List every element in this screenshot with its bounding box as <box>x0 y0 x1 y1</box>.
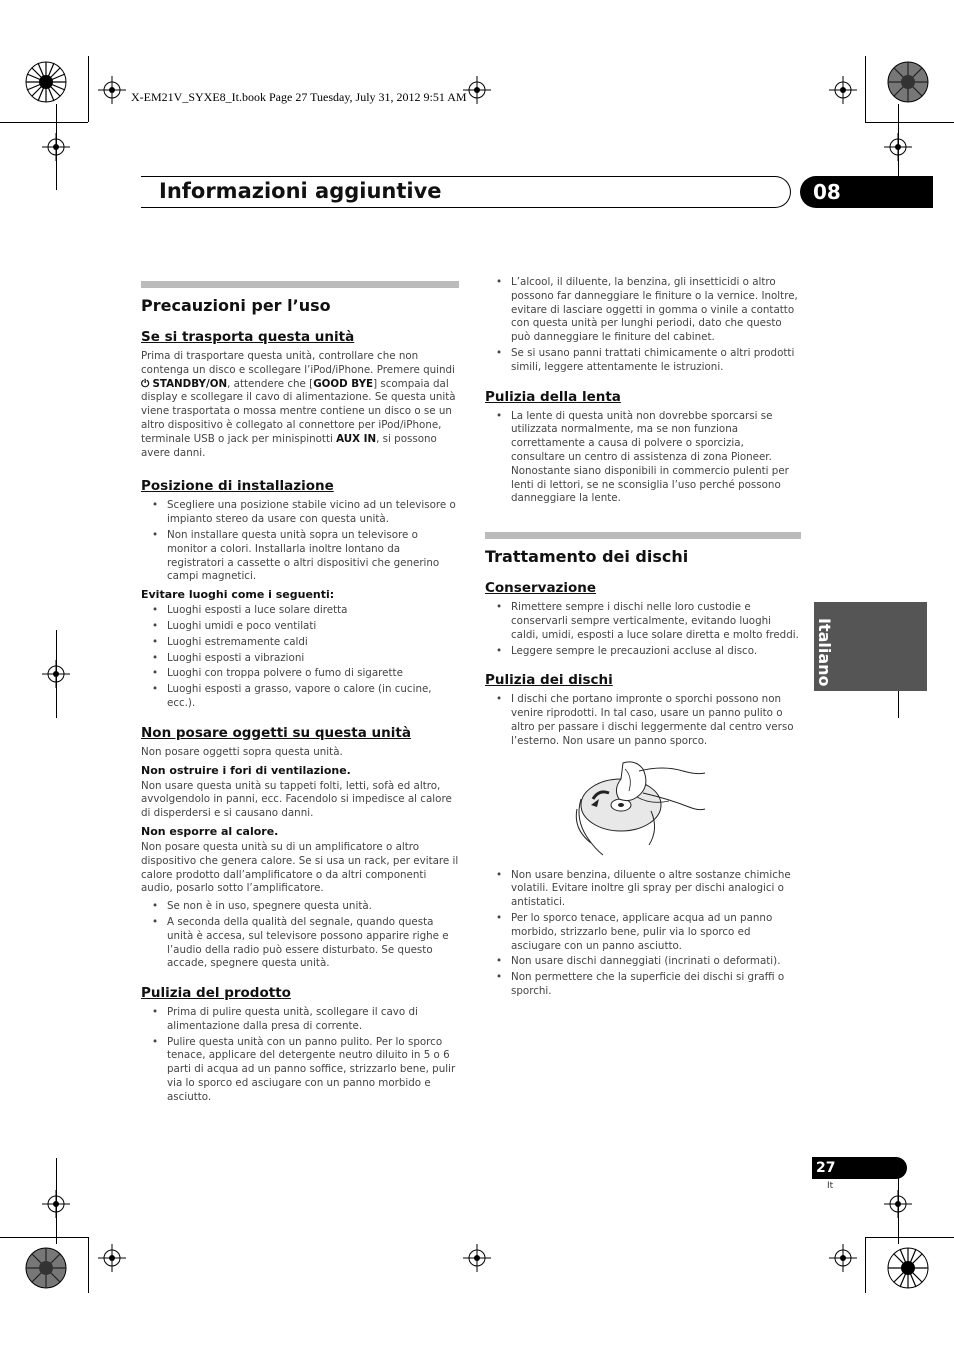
crosshair-mark <box>463 76 491 104</box>
section-title: Trattamento dei dischi <box>485 547 689 567</box>
paragraph: Non usare questa unità su tappeti folti, letti, sofà ed altro, avvolgendolo in panni, ecc. Facendolo si impedisce al calore di disperdersi e si causano danni. <box>141 779 452 820</box>
page-title: Informazioni aggiuntive <box>159 179 442 203</box>
section-divider <box>485 532 801 539</box>
registration-mark-bottom-left <box>24 1246 68 1290</box>
trim-line <box>865 1237 866 1293</box>
list-item: • Non usare benzina, diluente o altre sostanze chimiche volatili. Evitare inoltre gli spray per dischi analogici o antistatici. <box>485 869 801 910</box>
bullet-list <box>485 693 801 748</box>
minor-title: Non esporre al calore. <box>141 824 279 838</box>
bullet-list <box>141 499 459 584</box>
bullet-list <box>141 1006 459 1105</box>
section-divider <box>141 281 459 288</box>
page-number: 27 <box>812 1157 907 1179</box>
registration-mark-top-right <box>886 60 930 104</box>
trim-line <box>56 1158 57 1244</box>
book-file-info: X-EM21V_SYXE8_It.book Page 27 Tuesday, July 31, 2012 9:51 AM <box>131 90 467 104</box>
list-item: • Luoghi esposti a grasso, vapore o calore (in cucine, ecc.). <box>141 683 459 711</box>
subsection-title: Pulizia della lenta <box>485 388 621 405</box>
list-item: • Scegliere una posizione stabile vicino ad un televisore o impianto stereo da usare con questa unità. <box>141 499 459 527</box>
list-item: • A seconda della qualità del segnale, quando questa unità è accesa, sul televisore possono apparire righe e l’audio della radio può essere disturbato. Se questo accade, spegnere questa unità. <box>141 916 459 971</box>
bullet-list <box>485 601 801 658</box>
trim-line <box>88 1237 89 1293</box>
list-item: • Luoghi umidi e poco ventilati <box>141 620 459 634</box>
transport-paragraph: Prima di trasportare questa unità, controllare che non contenga un disco e scollegare l’iPod/iPhone. Premere quindi ⏻ STANDBY/ON, attendere che [GOOD BYE] scompaia dal display e scollegare il cavo di alimentazione. Se questa unità viene trasportata o mossa mentre contiene un disco o se un altro dispositivo è collegato al connettore per iPod/iPhone, terminale USB o jack per minispinotti AUX IN, si possono avere danni. <box>141 350 456 459</box>
list-item: • La lente di questa unità non dovrebbe sporcarsi se utilizzata normalmente, ma se non funziona correttamente a causa di polvere o sporcizia, consultare un centro di assistenza di zona Pioneer. Nonostante siano disponibili in commercio pulenti per lenti di lettori, se ne sconsiglia l’uso perché possono danneggiare la lente. <box>485 410 801 507</box>
list-item: • Rimettere sempre i dischi nelle loro custodie e conservarli sempre verticalmente, evitando luoghi caldi, umidi, esposti a luce solare diretta e molto freddi. <box>485 601 801 642</box>
list-item: • Prima di pulire questa unità, scollegare il cavo di alimentazione dalla presa di corrente. <box>141 1006 459 1034</box>
section-title: Precauzioni per l’uso <box>141 296 331 315</box>
list-item: • I dischi che portano impronte o sporchi possono non venire riprodotti. In tal caso, usare un panno pulito o altro per passare i dischi leggermente dal centro verso l’esterno. Non usare un panno sporco. <box>485 693 801 748</box>
right-column <box>485 276 801 1003</box>
list-item: • Luoghi estremamente caldi <box>141 636 459 650</box>
list-item: • Non permettere che la superficie dei dischi si graffi o sporchi. <box>485 971 801 999</box>
list-item: • Per lo sporco tenace, applicare acqua ad un panno morbido, strizzarlo bene, pulir via lo sporco ed asciugare con un panno asciutto. <box>485 912 801 953</box>
bullet-list <box>485 276 801 375</box>
trim-line <box>865 1237 954 1238</box>
bullet-list <box>141 900 459 971</box>
list-item: • Luoghi esposti a luce solare diretta <box>141 604 459 618</box>
list-item: • Se non è in uso, spegnere questa unità. <box>141 900 459 914</box>
list-item: • Luoghi con troppa polvere o fumo di sigarette <box>141 667 459 681</box>
registration-mark-top-left <box>24 60 68 104</box>
subsection-title: Non posare oggetti su questa unità <box>141 724 411 741</box>
subsection-title: Se si trasporta questa unità <box>141 329 355 345</box>
registration-mark-bottom-right <box>886 1246 930 1290</box>
trim-line <box>88 56 89 122</box>
disc-cleaning-illustration <box>573 759 713 859</box>
bullet-list <box>141 604 459 711</box>
trim-line <box>56 630 57 718</box>
page-language-code: It <box>827 1181 834 1191</box>
trim-line <box>56 104 57 190</box>
list-item: • Non installare questa unità sopra un televisore o monitor a colori. Installarla inoltre lontano da registratori a cassette o altri dispositivi che generino campi magnetici. <box>141 529 459 584</box>
list-item: • Pulire questa unità con un panno pulito. Per lo sporco tenace, applicare del detergente neutro diluito in 5 o 6 parti di acqua ad un panno soffice, strizzarlo bene, pulir via lo sporco ed asciugare con un panno morbido e asciutto. <box>141 1036 459 1105</box>
list-item: • Leggere sempre le precauzioni accluse al disco. <box>485 645 801 659</box>
bullet-list <box>485 410 801 507</box>
list-item: • Se si usano panni trattati chimicamente o altri prodotti simili, leggere attentamente le istruzioni. <box>485 347 801 375</box>
list-item: • Non usare dischi danneggiati (incrinati o deformati). <box>485 955 801 969</box>
crosshair-mark <box>463 1244 491 1272</box>
power-icon: ⏻ <box>141 377 150 390</box>
list-item: • L’alcool, il diluente, la benzina, gli insetticidi o altro possono far danneggiare le finiture o la vernice. Inoltre, evitare di lasciare oggetti in gomma o vinile a contatto con questa unità per lunghi periodi, dato che questo può danneggiare le finiture del cabinet. <box>485 276 801 345</box>
minor-title: Evitare luoghi come i seguenti: <box>141 588 335 602</box>
subsection-title: Posizione di installazione <box>141 478 334 495</box>
paragraph: Non posare questa unità su di un amplificatore o altro dispositivo che genera calore. Se si usa un rack, per evitare il calore prodotto dall’amplificatore o da altri componenti audio, posarlo sotto l’amplificatore. <box>141 840 459 895</box>
bullet-list <box>485 869 801 999</box>
language-tab-label: Italiano <box>815 618 834 687</box>
trim-line <box>0 1237 88 1238</box>
subsection-title: Pulizia del prodotto <box>141 985 291 1002</box>
crosshair-mark <box>829 1244 857 1272</box>
paragraph: Non posare oggetti sopra questa unità. <box>141 745 343 758</box>
subsection-title: Conservazione <box>485 580 597 597</box>
trim-line <box>0 122 88 123</box>
list-item: • Luoghi esposti a vibrazioni <box>141 652 459 666</box>
crosshair-mark <box>98 76 126 104</box>
trim-line <box>865 56 866 122</box>
left-column <box>141 281 459 1109</box>
trim-line <box>865 122 954 123</box>
chapter-number: 08 <box>800 176 933 208</box>
crosshair-mark <box>98 1244 126 1272</box>
minor-title: Non ostruire i fori di ventilazione. <box>141 763 351 777</box>
crosshair-mark <box>829 76 857 104</box>
subsection-title: Pulizia dei dischi <box>485 672 613 689</box>
